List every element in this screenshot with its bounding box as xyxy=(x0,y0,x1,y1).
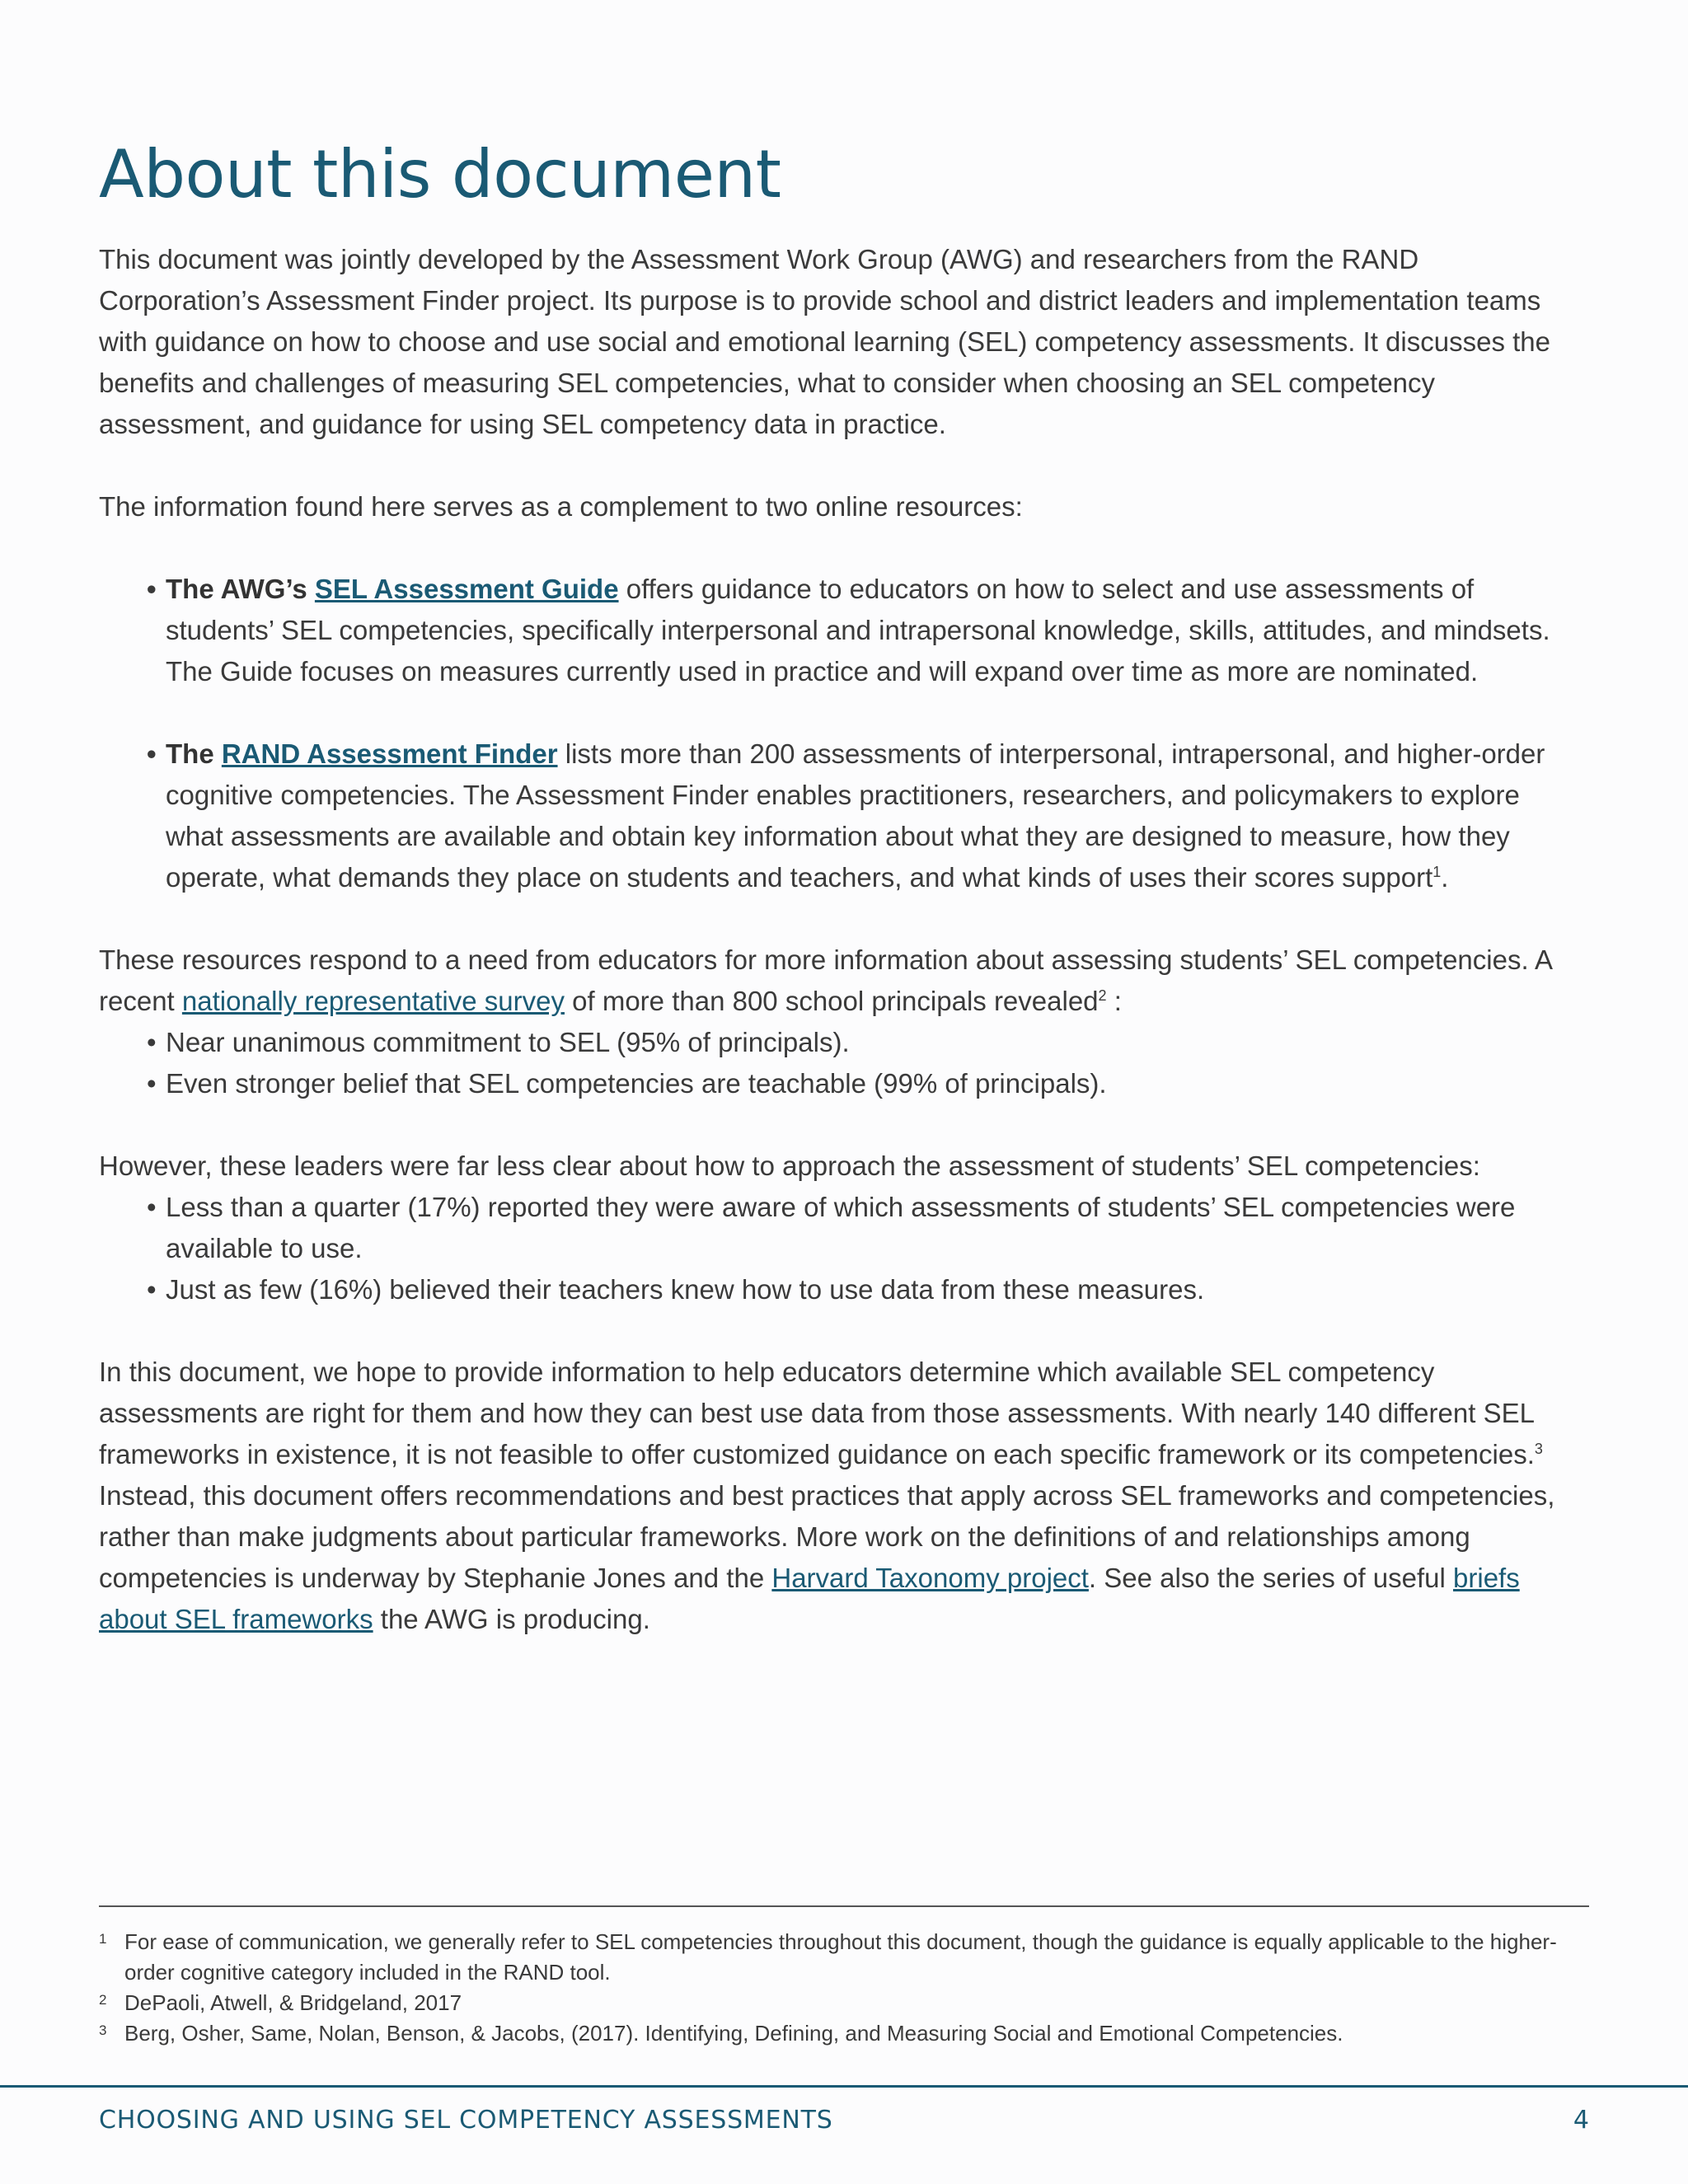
footnote-ref-2: 2 xyxy=(1098,987,1107,1004)
intro-paragraph: This document was jointly developed by the Assessment Work Group (AWG) and researchers from the RAND Corporation’s Assessment Finder project. Its purpose is to provide school and district leaders and implementation teams with guidance on how to choose and use social and emotional learning (SEL) competency assessments. It discusses the benefits and challenges of measuring SEL competencies, what to consider when choosing an SEL competency assessment, and guidance for using SEL competency data in practice. xyxy=(99,244,1550,439)
footnote-3 xyxy=(99,2018,1566,2049)
closing-text-3: . See also the series of useful xyxy=(1088,1563,1454,1593)
resource-description: lists more than 200 assessments of interpersonal, intrapersonal, and higher-order cognitive competencies. The Assessment Finder enables practitioners, researchers, and policymakers to explore what assessments are available and obtain key information about what they are designed to measure, how they operate, what demands they place on students and teachers, and what kinds of uses their scores support xyxy=(166,738,1545,893)
footnote-text: Berg, Osher, Same, Nolan, Benson, & Jacobs, (2017). Identifying, Defining, and Measuring Social and Emotional Competencies. xyxy=(124,2021,1343,2046)
list-item: • Less than a quarter (17%) reported they were aware of which assessments of students’ SEL competencies were available to use. xyxy=(99,1187,1558,1269)
footnote-ref-3: 3 xyxy=(1534,1441,1543,1457)
footnote-ref-1: 1 xyxy=(1432,864,1442,880)
sel-assessment-guide-link[interactable]: SEL Assessment Guide xyxy=(314,574,619,604)
unclear-findings-list xyxy=(99,1187,1558,1310)
list-item: • Just as few (16%) believed their teachers knew how to use data from these measures. xyxy=(99,1269,1558,1310)
harvard-taxonomy-link[interactable]: Harvard Taxonomy project xyxy=(771,1563,1089,1593)
needs-paragraph xyxy=(99,940,1558,1022)
footnote-divider xyxy=(99,1905,1589,1907)
footnote-2 xyxy=(99,1988,1566,2018)
footnote-1 xyxy=(99,1927,1566,1988)
needs-text-after: of more than 800 school principals revealed xyxy=(564,986,1099,1016)
footer-divider xyxy=(0,2085,1688,2088)
needs-text-before: These resources respond to a need from educators for more information about assessing students’ SEL competencies. A recent xyxy=(99,944,1552,1016)
footnote-number: 1 xyxy=(99,1931,107,1947)
rand-assessment-finder-link[interactable]: RAND Assessment Finder xyxy=(221,738,558,769)
footnotes xyxy=(99,1927,1566,2049)
however-paragraph: However, these leaders were far less clear about how to approach the assessment of students’ SEL competencies: xyxy=(99,1151,1480,1181)
footnote-number: 2 xyxy=(99,1992,107,2008)
survey-link[interactable]: nationally representative survey xyxy=(181,986,565,1016)
resource-description: offers guidance to educators on how to select and use assessments of students’ SEL competencies, specifically interpersonal and intrapersonal knowledge, skills, attitudes, and mindsets. The Guide focuses on measures currently used in practice and will expand over time as more are nominated. xyxy=(166,574,1550,687)
resource-item-awg-guide xyxy=(99,569,1558,692)
survey-findings-list xyxy=(99,1022,1558,1104)
footer-title: CHOOSING AND USING SEL COMPETENCY ASSESSMENTS xyxy=(99,2106,833,2135)
page-title: About this document xyxy=(99,136,781,213)
resource-item-rand-finder xyxy=(99,733,1558,898)
body-text xyxy=(99,239,1558,1681)
page-number: 4 xyxy=(1573,2106,1589,2135)
closing-text-2: Instead, this document offers recommendations and best practices that apply across SEL frameworks and competencies, rather than make judgments about particular frameworks. More work on the definitions of and relationships among competencies is underway by Stephanie Jones and the xyxy=(99,1480,1555,1593)
resources-list xyxy=(99,569,1558,898)
resource-lead: The xyxy=(166,738,222,769)
closing-text-4: the AWG is producing. xyxy=(373,1604,650,1634)
footnote-text: DePaoli, Atwell, & Bridgeland, 2017 xyxy=(124,1990,462,2015)
resource-description-end: . xyxy=(1441,862,1449,893)
list-item: • Near unanimous commitment to SEL (95% of principals). xyxy=(99,1022,1558,1063)
closing-paragraph xyxy=(99,1352,1558,1640)
needs-text-end: : xyxy=(1106,986,1122,1016)
resources-intro-paragraph: The information found here serves as a complement to two online resources: xyxy=(99,491,1023,522)
sel-frameworks-briefs-link[interactable]: briefs about SEL frameworks xyxy=(99,1563,1520,1634)
closing-text-1: In this document, we hope to provide information to help educators determine which available SEL competency assessments are right for them and how they can best use data from those assessments. With nearly 140 different SEL frameworks in existence, it is not feasible to offer customized guidance on each specific framework or its competencies. xyxy=(99,1357,1535,1469)
list-item: • Even stronger belief that SEL competencies are teachable (99% of principals). xyxy=(99,1063,1558,1104)
resource-lead: The AWG’s xyxy=(166,574,315,604)
footnote-number: 3 xyxy=(99,2022,107,2038)
footnote-text: For ease of communication, we generally refer to SEL competencies throughout this document, though the guidance is equally applicable to the higher-order cognitive category included in the RAND tool. xyxy=(124,1929,1557,1985)
